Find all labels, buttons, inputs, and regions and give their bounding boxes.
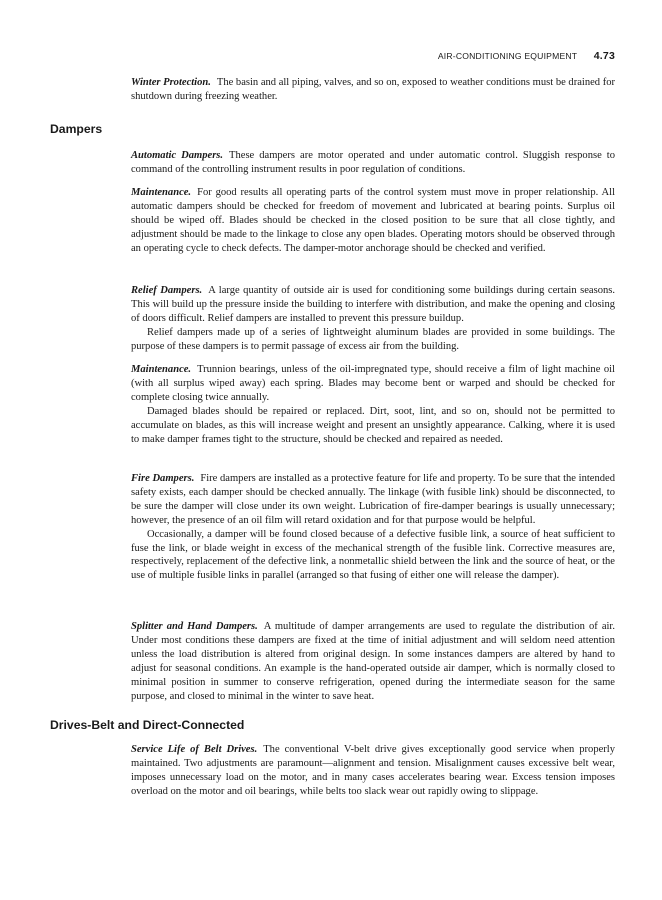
maintenance-paragraph-2 [131,363,615,446]
running-header [131,50,615,62]
splitter-hand-dampers-paragraph [131,620,615,703]
paragraph-text: Trunnion bearings, unless of the oil-impregnated type, should receive a film of light machine oil (with all surplus wiped away) each spring. Blades may become bent or warped and should be checked for complete closing twice annually. [131,364,615,403]
paragraph-text: The conventional V-belt drive gives exceptionally good service when properly maintained. Two adjustments are paramount—alignment and tension. Misalignment causes excessive belt wear, imposes unnecessary load on the motor, and in many cases accelerates bearing wear. Excess tension imposes overload on the motor and oil bearings, while belts too slack wear out rapidly owing to slippage. [131,744,615,797]
paragraph-text: Fire dampers are installed as a protective feature for life and property. To be sure that the intended safety exists, each damper should be checked annually. The linkage (with fusible link) should be disconnected, to be sure the damper will close under its own weight. Lubrication of fire-damper bearings is usually unnecessary; however, the presence of an oil film will retard oxidation and for that purpose would be helpful. [131,473,615,526]
winter-protection-paragraph [131,76,615,104]
paragraph-continuation: Occasionally, a damper will be found closed because of a defective fusible link, a source of heat sufficient to fuse the link, or blade weight in excess of the mechanical strength of the fusible link. Corrective measures are, respectively, replacement of the defective link, a nonmetallic shield between the link and the source of heat, or the use of multiple fusible links in parallel (arranged so that fusing of either one will release the damper). [131,528,615,582]
section-heading-dampers: Dampers [50,122,103,136]
fire-dampers-paragraph [131,472,615,583]
runin-heading: Automatic Dampers. [131,150,224,161]
automatic-dampers-paragraph [131,149,615,177]
relief-dampers-paragraph [131,284,615,354]
paragraph-continuation: Relief dampers made up of a series of lightweight aluminum blades are provided in some buildings. The purpose of these dampers is to permit passage of excess air from the building. [131,326,615,352]
belt-drives-paragraph [131,743,615,799]
runin-heading: Winter Protection. [131,77,211,88]
runin-heading: Service Life of Belt Drives. [131,744,258,755]
paragraph-text: These dampers are motor operated and under automatic control. Sluggish response to command of the controlling instrument results in poor regulation of conditions. [131,150,615,175]
runin-heading: Relief Dampers. [131,285,203,296]
runin-heading: Maintenance. [131,187,192,198]
paragraph-text: A multitude of damper arrangements are used to regulate the distribution of air. Under most conditions these dampers are fixed at the time of initial adjustment and will seldom need attention unless the load distribution is altered from original design. In some instances dampers are altered by hand to adjust for seasonal conditions. An example is the hand-operated outside air damper, which is normally closed to minimal position in summer to conserve refrigeration, opened during the intermediate season for the same purpose, and closed to minimal in the winter to save heat. [131,621,615,702]
runin-heading: Maintenance. [131,364,192,375]
section-heading-drives: Drives-Belt and Direct-Connected [50,718,245,732]
page-number: 4.73 [593,50,615,62]
runin-heading: Splitter and Hand Dampers. [131,621,258,632]
paragraph-text: The basin and all piping, valves, and so on, exposed to weather conditions must be drained for shutdown during freezing weather. [131,77,615,102]
maintenance-paragraph-1 [131,186,615,256]
paragraph-text: For good results all operating parts of the control system must move in proper relationship. All automatic dampers should be checked for freedom of movement and lubricated at bearing points. Surplus oil should be wiped off. Blades should be checked in the closed position to be sure that all close tightly, and adjustment should be made to the linkage to close any open blades. Operating motors should be observed through an operating cycle to check defects. The damper-motor anchorage should be checked and verified. [131,187,615,254]
running-title: AIR-CONDITIONING EQUIPMENT [437,51,578,61]
paragraph-text: A large quantity of outside air is used for conditioning some buildings during certain seasons. This will build up the pressure inside the building to interfere with distribution, and make the opening and closing of doors difficult. Relief dampers are installed to prevent this pressure buildup. [131,285,615,324]
paragraph-continuation: Damaged blades should be repaired or replaced. Dirt, soot, lint, and so on, should not be permitted to accumulate on blades, as this will increase weight and present an unsightly appearance. Calking, where it is used to make damper frames tight to the structure, should be checked and repaired as needed. [131,405,615,445]
runin-heading: Fire Dampers. [131,473,195,484]
